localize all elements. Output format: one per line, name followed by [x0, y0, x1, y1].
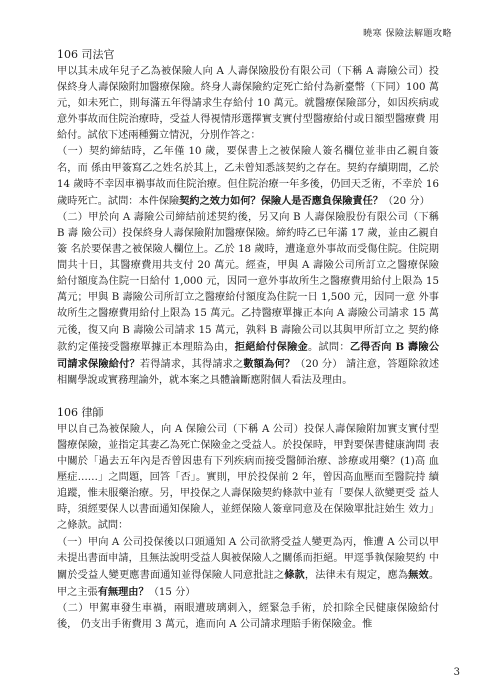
text-run: 甲以其未成年兒子乙為被保險人向 A 人壽保險股份有限公司（下稱 A 壽險公司）投 保終身人壽保險附加醫療保險。終身人壽保險約定死亡給付為新臺幣（下同）100 萬 元，如未死亡，則每滿五年得請求生存給付 10 萬元。就醫療保險部分，如因疾病或 意外事故而住院治療時，受益人得視情形選擇實支實付型醫療給付或日額型醫療費 用給付。試依下述兩種獨立情況，分別作答之： [57, 66, 439, 142]
emphasis-text: 有無理由？ [97, 585, 149, 598]
page-number: 3 [453, 667, 460, 678]
text-run: （15 分） [148, 586, 196, 598]
text-run: （20 分） 請注意，答題除敘述相關學說或實務理論外，就本案之具體論斷應附個人看法及理由。 [57, 358, 440, 386]
text-run: （一）契約締結時，乙年僅 10 歲，要保書上之被保險人簽名欄位並非由乙親自簽名，而 係由甲簽寫乙之姓名於其上，乙未曾知悉該契約之存在。契約存續期間，乙於 14 歲時不幸因車禍事故而住院治療。但住院治療一年多後，仍回天乏術，不幸於 16 歲時死亡。試問：本件保險 [57, 146, 439, 207]
emphasis-text: 數額為何？ [243, 357, 296, 370]
text-run: 。甲之主張 [57, 569, 439, 598]
emphasis-text: 無效 [408, 568, 429, 581]
text-run: （20 分） [383, 195, 430, 207]
question-intro-paragraph [57, 64, 439, 144]
emphasis-text: 條款 [284, 568, 305, 581]
section-spacer [57, 389, 439, 405]
question-part-2-paragraph [57, 210, 439, 389]
section-title: 106 律師 [57, 405, 104, 419]
text-run: 甲以自己為被保險人，向 A 保險公司（下稱 A 公司）投保人壽保險附加實支實付型 醫療保險，並指定其妻乙為死亡保險金之受益人。於投保時，甲對要保書健康詢問 表中關於「過去五年內是否曾因患有下列疾病而接受醫師治療、診療或用藥？(1)高 血壓症……」之問題，回答「否」。實則，甲於投保前 2 年，曾因高血壓而至醫院持 續追蹤，惟未服藥治療。另，甲投保之人壽保險契約條款中並有「要保人欲變更受 益人時，須經要保人以書面通知保險人，並經保險人簽章同意及在保險單批註始生 效力」之條款。試問： [57, 423, 439, 532]
page-content [57, 47, 439, 633]
question-part-2-paragraph [57, 601, 439, 633]
emphasis-text: 乙得否向 B 壽險公司請求保險給付？ [57, 340, 440, 370]
exam-section-106-lawyer [57, 405, 439, 633]
text-run: （一）甲向 A 公司投保後以口頭通知 A 公司欲將受益人變更為丙，惟遭 A 公司以甲未提出書面申請，且無法說明受益人與被保險人之關係而拒絕。甲逕爭執保險契約 中關於受益人變更應書面通知並得保險人同意批註之 [57, 536, 439, 581]
running-header: 曉寒 保險法解題攻略 [363, 29, 452, 39]
text-run: （二）甲於向 A 壽險公司締結前述契約後，另又向 B 人壽保險股份有限公司（下稱 B 壽 險公司）投保終身人壽保險附加醫療保險。締約時乙已年滿 17 歲，並由乙親自簽 名於要保書之被保險人欄位上。乙於 18 歲時，遭逢意外事故而受傷住院。住院期 間共十日，其醫療費用共支付 20 萬元。經查，甲與 A 壽險公司所訂立之醫療保險 給付額度為住院一日給付 1,000 元，因同一意外事故所生之醫療費用給付上限為 15 萬元；甲與 B 壽險公司所訂立之醫療給付額度為住院一日 1,500 元，因同一意 外事故所生之醫療費用給付上限為 15 萬元。乙持醫療單據正本向 A 壽險公司請求 15 萬元後，復又向 B 壽險公司請求 15 萬元，孰料 B 壽險公司以其與甲所訂立之 契約條款約定僅接受醫療單據正本理賠為由， [57, 211, 439, 353]
emphasis-text: 契約之效力如何？保險人是否應負保險責任？ [179, 194, 383, 207]
question-part-1-paragraph [57, 535, 439, 601]
emphasis-text: 拒絕給付保險金 [234, 340, 308, 353]
text-run: 若得請求，其得請求之 [139, 358, 244, 370]
question-intro-paragraph [57, 422, 439, 535]
exam-section-106-judicial [57, 47, 439, 389]
question-part-1-paragraph [57, 144, 439, 209]
text-run: （二）甲駕車發生車禍，兩眼遭玻璃刺入，經緊急手術，於扣除全民健康保險給付後， 仍支出手術費用 3 萬元，進而向 A 公司請求理賠手術保險金。惟 [57, 602, 439, 630]
section-title: 106 司法官 [57, 48, 115, 61]
text-run: ，法律未有規定，應為 [304, 569, 409, 581]
text-run: 。試問： [307, 341, 350, 353]
